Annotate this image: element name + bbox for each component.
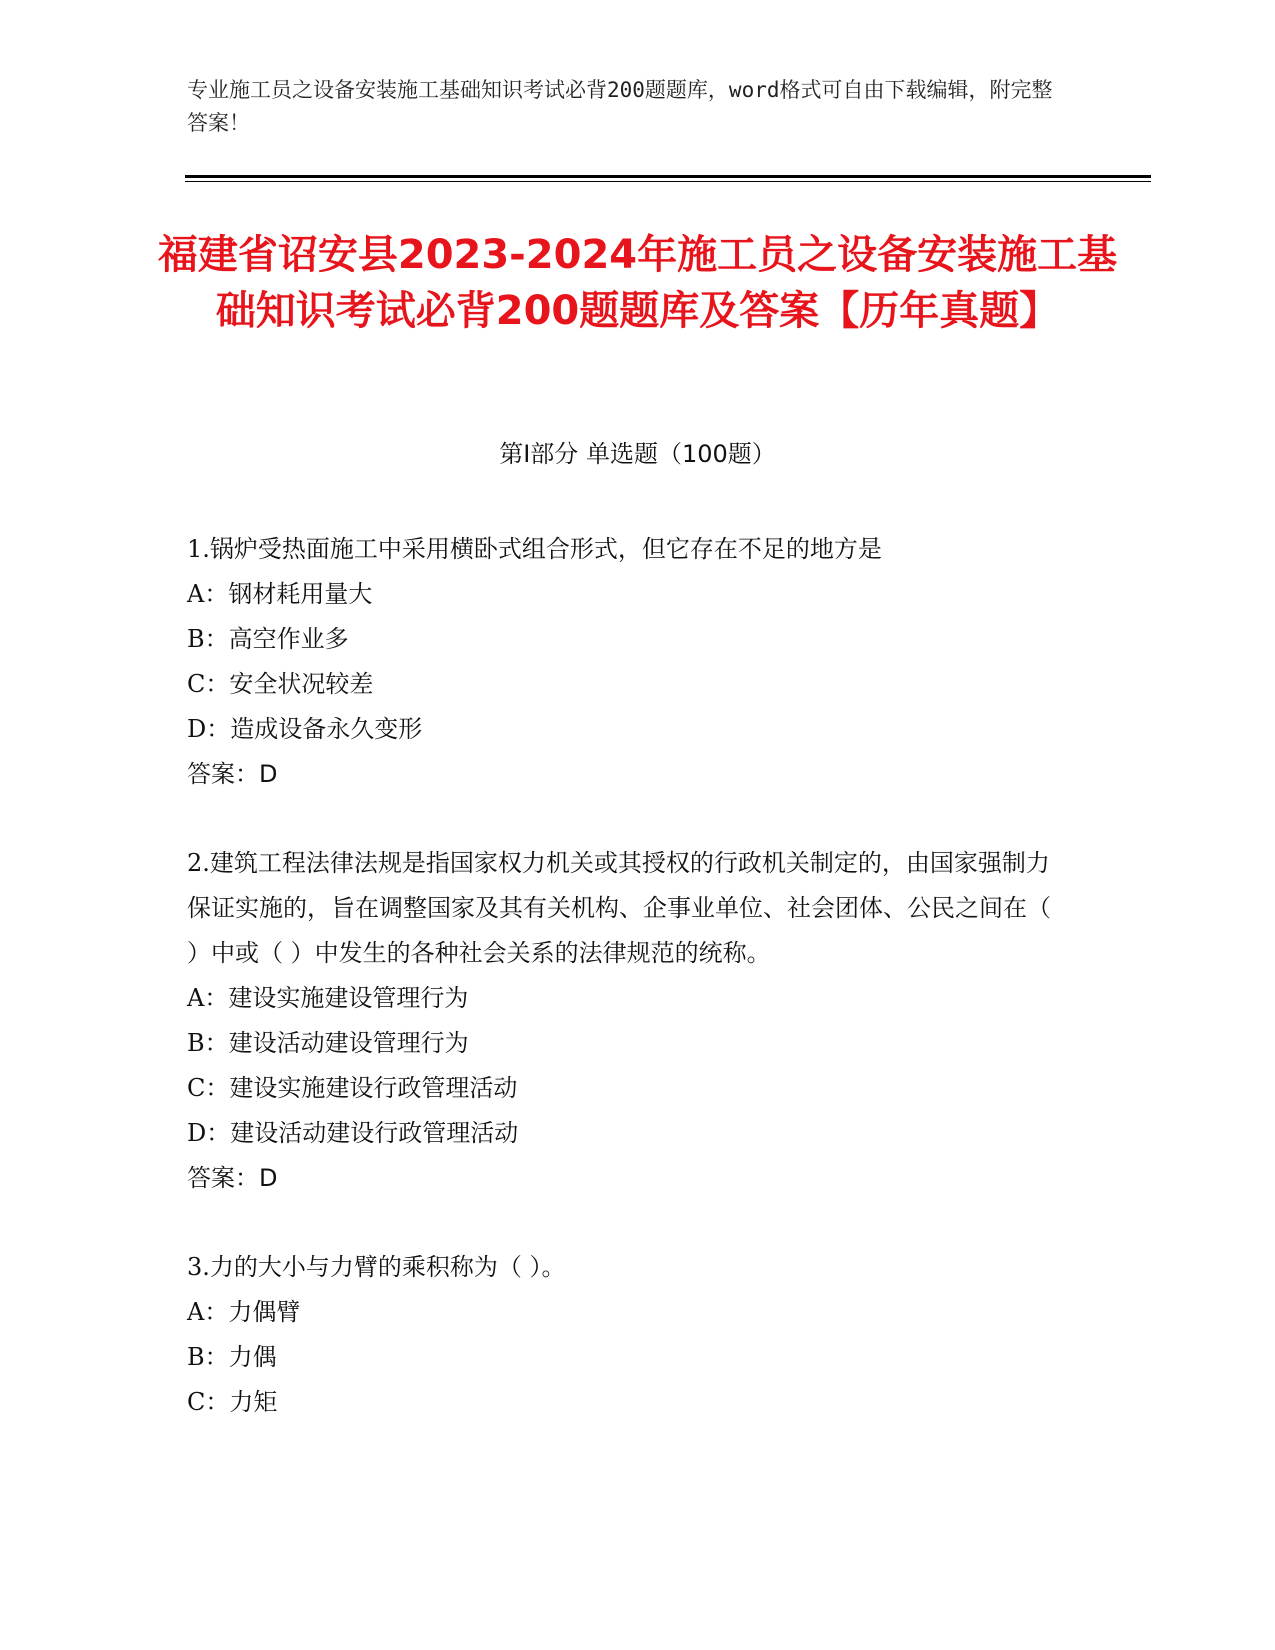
option-b: B：高空作业多 — [187, 625, 349, 653]
question-2 — [187, 841, 1067, 1201]
answer: 答案：D — [187, 1164, 278, 1192]
option-b: B：建设活动建设管理行为 — [187, 1029, 469, 1057]
option-b: B：力偶 — [187, 1343, 277, 1371]
answer: 答案：D — [187, 760, 278, 788]
question-list — [187, 527, 1067, 1469]
option-d: D：建设活动建设行政管理活动 — [187, 1119, 519, 1147]
document-title: 福建省诏安县2023-2024年施工员之设备安装施工基础知识考试必背200题题库及答案【历年真题】 — [157, 232, 1118, 334]
header-note: 专业施工员之设备安装施工基础知识考试必背200题题库，word格式可自由下载编辑，附完整答案！ — [187, 78, 1053, 135]
question-stem: 2.建筑工程法律法规是指国家权力机关或其授权的行政机关制定的，由国家强制力保证实施的，旨在调整国家及其有关机构、企事业单位、社会团体、公民之间在（ ）中或（ ）中发生的各种社会关系的法律规范的统称。 — [187, 849, 1051, 967]
question-stem: 3.力的大小与力臂的乘积称为（ ）。 — [187, 1253, 566, 1281]
section-title: 第Ⅰ部分 单选题（100题） — [499, 440, 776, 468]
question-stem: 1.锅炉受热面施工中采用横卧式组合形式，但它存在不足的地方是 — [187, 535, 882, 563]
option-a: A：钢材耗用量大 — [187, 580, 373, 608]
option-d: D：造成设备永久变形 — [187, 715, 423, 743]
option-a: A：建设实施建设管理行为 — [187, 984, 469, 1012]
option-a: A：力偶臂 — [187, 1298, 301, 1326]
option-c: C：建设实施建设行政管理活动 — [187, 1074, 518, 1102]
question-1 — [187, 527, 1067, 797]
option-c: C：安全状况较差 — [187, 670, 374, 698]
header-divider-thin — [185, 181, 1151, 182]
option-c: C：力矩 — [187, 1388, 278, 1416]
header-divider-thick — [185, 175, 1151, 178]
question-3 — [187, 1245, 1067, 1425]
